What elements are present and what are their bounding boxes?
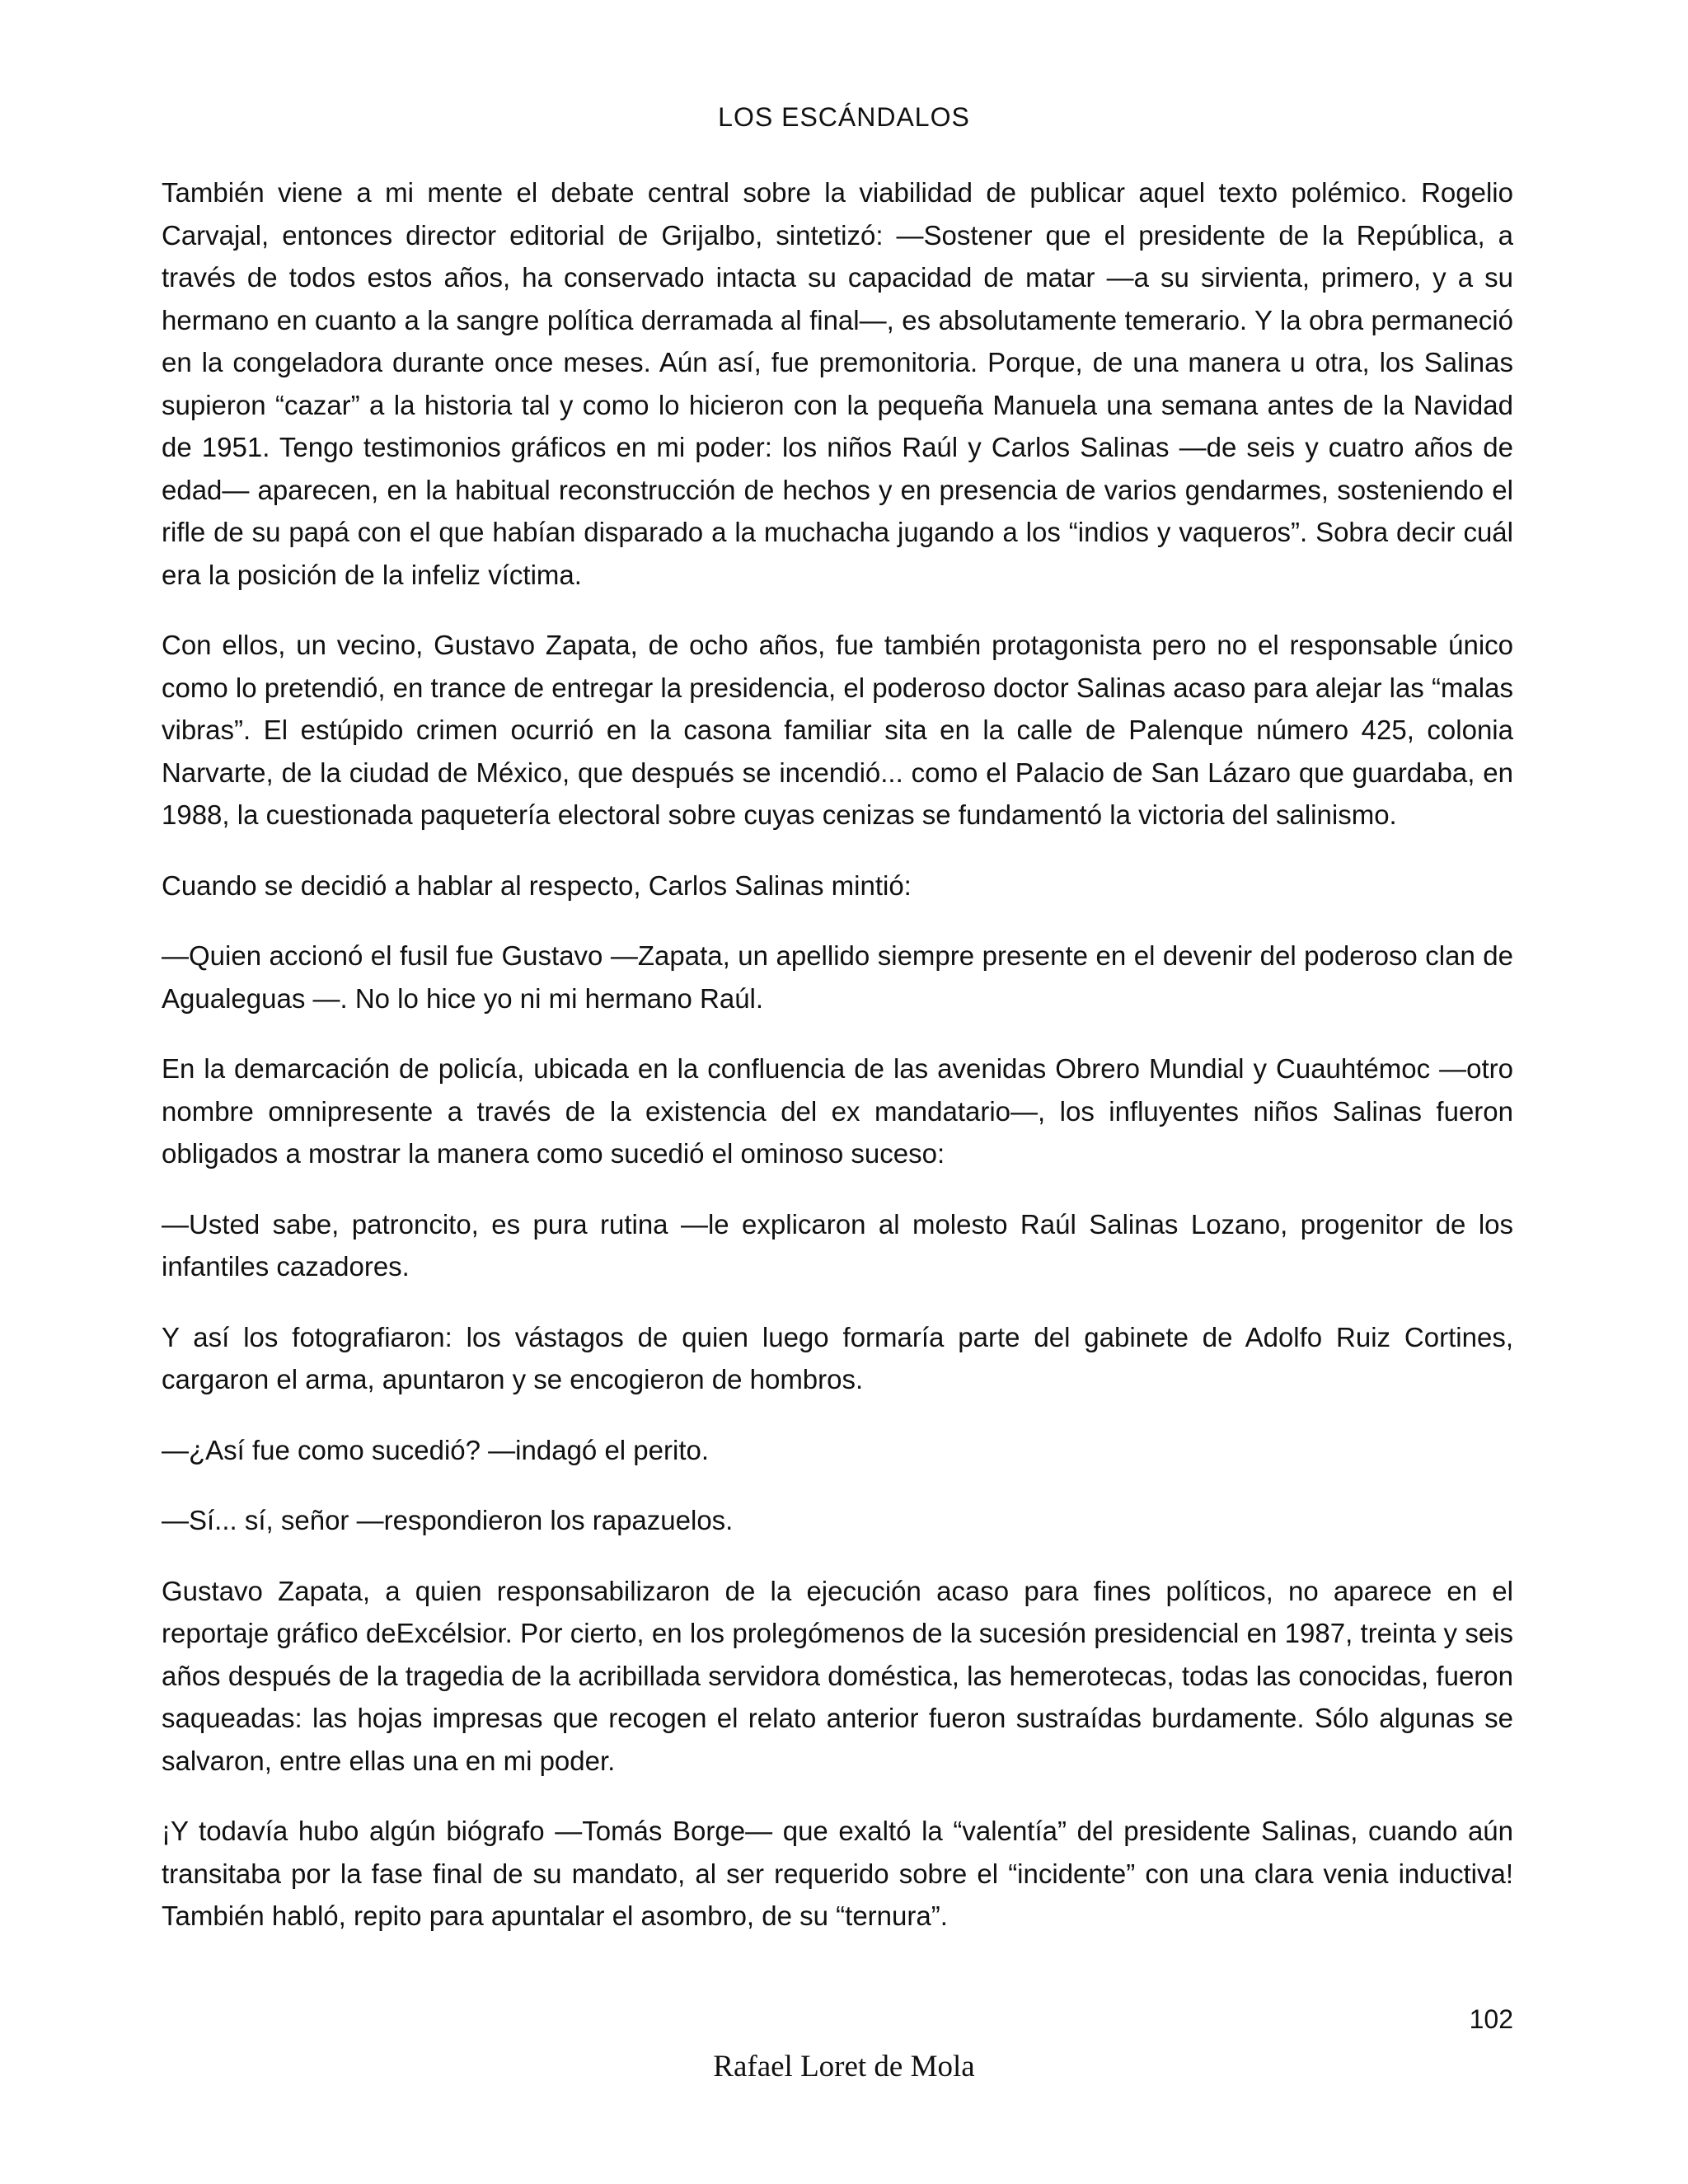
paragraph: Con ellos, un vecino, Gustavo Zapata, de ocho años, fue también protagonista pero no el responsable único como lo pretendió, en trance de entregar la presidencia, el poderoso doctor Salinas acaso para alejar las “malas vibras”. El estúpido crimen ocurrió en la casona familiar sita en la calle de Palenque número 425, colonia Narvarte, de la ciudad de México, que después se incendió... como el Palacio de San Lázaro que guardaba, en 1988, la cuestionada paquetería electoral sobre cuyas cenizas se fundamentó la victoria del salinismo. bbox=[162, 630, 1513, 830]
running-title: LOS ESCÁNDALOS bbox=[718, 102, 970, 132]
paragraph: En la demarcación de policía, ubicada en la confluencia de las avenidas Obrero Mundial y Cuauhtémoc —otro nombre omnipresente a través de la existencia del ex mandatario—, los influyentes niños Salinas fueron obligados a mostrar la manera como sucedió el ominoso suceso: bbox=[162, 1053, 1513, 1169]
paragraph: Y así los fotografiaron: los vástagos de quien luego formaría parte del gabinete de Adolfo Ruiz Cortines, cargaron el arma, apuntaron y se encogieron de hombros. bbox=[162, 1321, 1513, 1394]
page-number: 102 bbox=[1469, 2004, 1513, 2034]
paragraph: Gustavo Zapata, a quien responsabilizaron de la ejecución acaso para fines políticos, no aparece en el reportaje gráfico deExcélsior. Por cierto, en los prolegómenos de la sucesión presidencial en 1987, treinta y seis años después de la tragedia de la acribillada servidora doméstica, las hemerotecas, todas las conocidas, fueron saqueadas: las hojas impresas que recogen el relato anterior fueron sustraídas burdamente. Sólo algunas se salvaron, entre ellas una en mi poder. bbox=[162, 1575, 1513, 1776]
paragraph: También viene a mi mente el debate central sobre la viabilidad de publicar aquel texto polémico. Rogelio Carvajal, entonces director editorial de Grijalbo, sintetizó: —Sostener que el presidente de la República, a través de todos estos años, ha conservado intacta su capacidad de matar —a su sirvienta, primero, y a su hermano en cuanto a la sangre política derramada al final—, es absolutamente temerario. Y la obra permaneció en la congeladora durante once meses. Aún así, fue premonitoria. Porque, de una manera u otra, los Salinas supieron “cazar” a la historia tal y como lo hicieron con la pequeña Manuela una semana antes de la Navidad de 1951. Tengo testimonios gráficos en mi poder: los niños Raúl y Carlos Salinas —de seis y cuatro años de edad— aparecen, en la habitual reconstrucción de hechos y en presencia de varios gendarmes, sosteniendo el rifle de su papá con el que habían disparado a la muchacha jugando a los “indios y vaqueros”. Sobra decir cuál era la posición de la infeliz víctima. bbox=[162, 177, 1513, 590]
paragraph: —¿Así fue como sucedió? —indagó el perito. bbox=[162, 1434, 710, 1465]
body-text bbox=[162, 171, 1513, 1966]
paragraph: —Quien accionó el fusil fue Gustavo —Zapata, un apellido siempre presente en el devenir del poderoso clan de Agualeguas —. No lo hice yo ni mi hermano Raúl. bbox=[162, 940, 1513, 1014]
paragraph: —Usted sabe, patroncito, es pura rutina —le explicaron al molesto Raúl Salinas Lozano, progenitor de los infantiles cazadores. bbox=[162, 1208, 1513, 1282]
paragraph: Cuando se decidió a hablar al respecto, Carlos Salinas mintió: bbox=[162, 869, 912, 901]
paragraph: —Sí... sí, señor —respondieron los rapazuelos. bbox=[162, 1505, 734, 1535]
paragraph: ¡Y todavía hubo algún biógrafo —Tomás Borge— que exaltó la “valentía” del presidente Salinas, cuando aún transitaba por la fase final de su mandato, al ser requerido sobre el “incidente” con una clara venia inductiva! También habló, repito para apuntalar el asombro, de su “ternura”. bbox=[162, 1816, 1513, 1931]
footer-author: Rafael Loret de Mola bbox=[713, 2050, 975, 2083]
